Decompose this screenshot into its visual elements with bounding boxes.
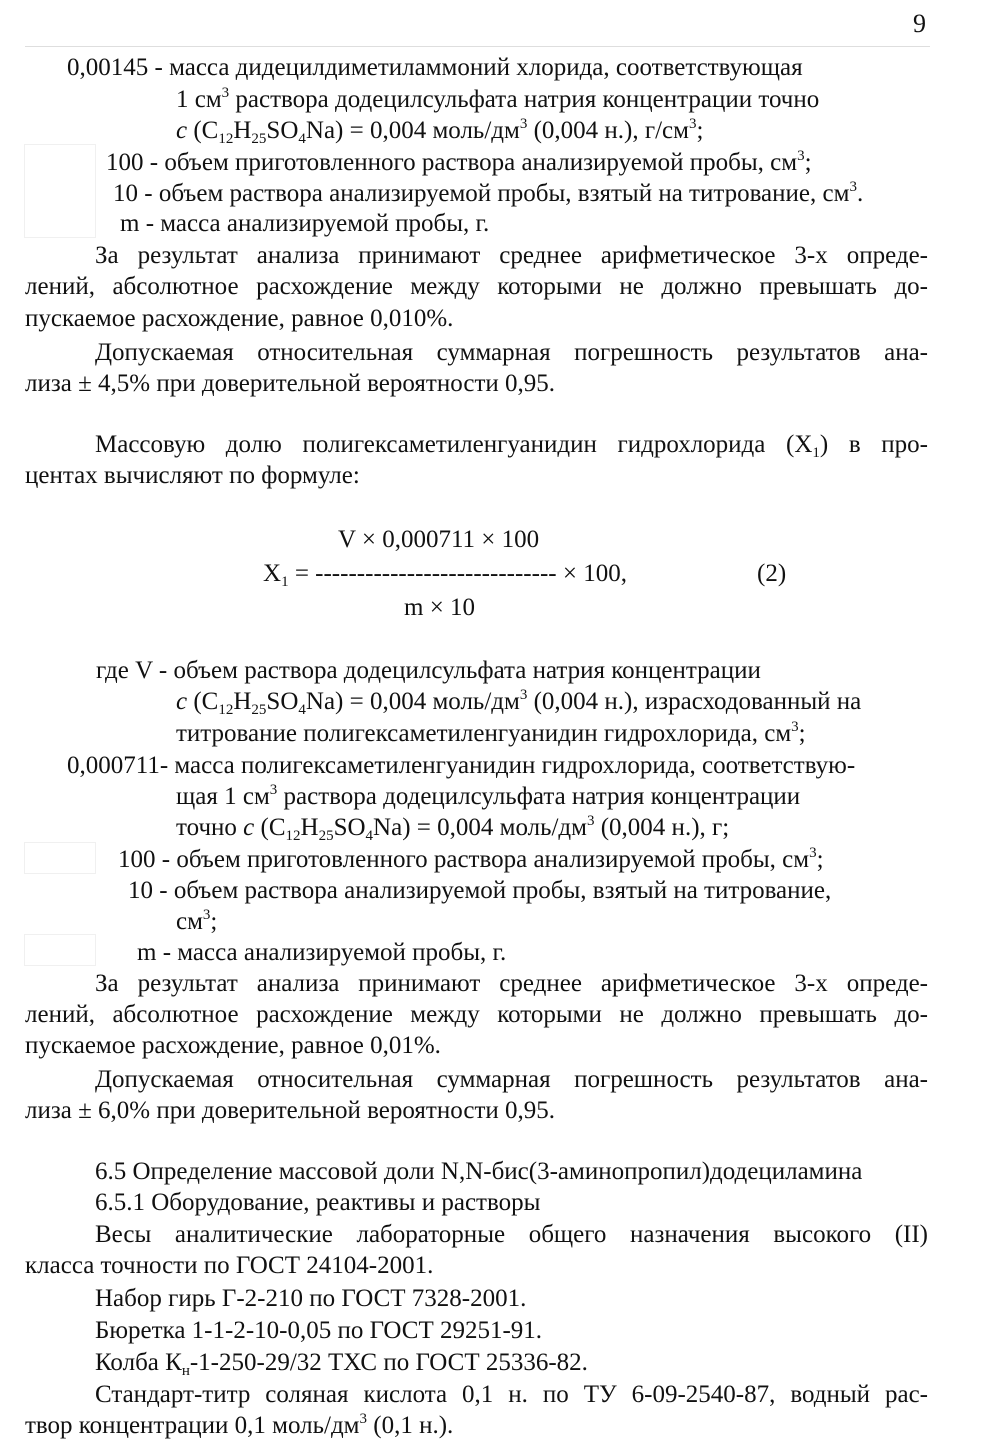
equipment-item: Весы аналитические лабораторные общего назначения высокого (II) xyxy=(95,1221,928,1248)
equipment-item: твор концентрации 0,1 моль/$дм^3$ (0,1 н.). xyxy=(25,1411,454,1439)
legend-line: 100 - объем приготовленного раствора анализируемой пробы, $см^3$; xyxy=(106,148,812,176)
legend-line: $см^3$; xyxy=(176,907,218,935)
legend-line: c $(C_{12}H_{25}SO_4Na) = 0,004$ моль/$дм^3$ (0,004 н.), $г/см^3$; xyxy=(176,116,704,147)
paragraph-line: лений, абсолютное расхождение между которыми не должно превышать до- xyxy=(25,1001,928,1028)
legend-line: 100 - объем приготовленного раствора анализируемой пробы, $см^3$; xyxy=(118,845,824,873)
blank-cell xyxy=(24,842,96,874)
legend-line: 0,00145 - масса дидецилдиметиламмоний хлорида, соответствующая xyxy=(67,54,803,81)
equipment-item: Бюретка 1-1-2-10-0,05 по ГОСТ 29251-91. xyxy=(95,1317,543,1344)
header-rule xyxy=(25,46,930,47)
legend-line: 0,000711- масса полигексаметиленгуанидин гидрохлорида, соответствую- xyxy=(67,752,856,779)
equipment-item: Стандарт-титр соляная кислота 0,1 н. по ТУ 6-09-2540-87, водный рас- xyxy=(95,1381,928,1408)
subsection-heading: 6.5.1 Оборудование, реактивы и растворы xyxy=(95,1189,541,1216)
legend-line: титрование полигексаметиленгуанидин гидрохлорида, $см^3$; xyxy=(176,719,806,747)
legend-line: 10 - объем раствора анализируемой пробы, взятый на титрование, xyxy=(128,877,832,904)
paragraph-line: Допускаемая относительная суммарная погрешность результатов ана- xyxy=(95,1066,928,1093)
equipment-item: Колба $К_н-1-250-29/32$ ТХС по ГОСТ 25336-82. xyxy=(95,1349,588,1379)
paragraph-line: Массовую долю полигексаметиленгуанидин гидрохлорида $(X_1)$ в про- xyxy=(95,431,928,461)
equipment-item: Набор гирь Г-2-210 по ГОСТ 7328-2001. xyxy=(95,1285,527,1312)
paragraph-line: лений, абсолютное расхождение между которыми не должно превышать до- xyxy=(25,273,928,300)
formula-numerator: V × 0,000711 × 100 xyxy=(338,526,540,553)
formula-denominator: m × 10 xyxy=(404,594,476,621)
equipment-item: класса точности по ГОСТ 24104-2001. xyxy=(25,1252,434,1279)
legend-line: m - масса анализируемой пробы, г. xyxy=(120,210,490,237)
legend-line: щая 1 $см^3$ раствора додецилсульфата натрия концентрации xyxy=(176,782,801,810)
legend-line: 1 $см^3$ раствора додецилсульфата натрия концентрации точно xyxy=(176,85,820,113)
paragraph-line: Допускаемая относительная суммарная погрешность результатов ана- xyxy=(95,339,928,366)
page-number: 9 xyxy=(913,9,926,38)
paragraph-line: лиза ± 6,0% при доверительной вероятности 0,95. xyxy=(25,1097,555,1124)
blank-cell xyxy=(24,934,96,966)
legend-line: m - масса анализируемой пробы, г. xyxy=(137,939,507,966)
paragraph-line: пускаемое расхождение, равное 0,01%. xyxy=(25,1032,441,1059)
legend-line: 10 - объем раствора анализируемой пробы, взятый на титрование, $см^3$. xyxy=(113,179,864,207)
legend-line: точно c $(C_{12}H_{25}SO_4Na) = 0,004$ моль/$дм^3$ (0,004 н.), г; xyxy=(176,813,730,844)
paragraph-line: За результат анализа принимают среднее арифметическое 3-х опреде- xyxy=(95,242,928,269)
paragraph-line: пускаемое расхождение, равное 0,010%. xyxy=(25,305,454,332)
formula-number: (2) xyxy=(757,560,787,587)
legend-line: c $(C_{12}H_{25}SO_4Na) = 0,004$ моль/$дм^3$ (0,004 н.), израсходованный на xyxy=(176,687,862,718)
section-heading: 6.5 Определение массовой доли N,N-бис(3-аминопропил)додециламина xyxy=(95,1158,863,1185)
paragraph-line: За результат анализа принимают среднее арифметическое 3-х опреде- xyxy=(95,970,928,997)
legend-line: где V - объем раствора додецилсульфата натрия концентрации xyxy=(96,657,761,684)
blank-cell xyxy=(24,144,96,238)
paragraph-line: центах вычисляют по формуле: xyxy=(25,462,360,489)
paragraph-line: лиза ± 4,5% при доверительной вероятности 0,95. xyxy=(25,370,555,397)
formula-main-line: $X_1$ = ----------------------------- × 100, xyxy=(263,560,627,590)
